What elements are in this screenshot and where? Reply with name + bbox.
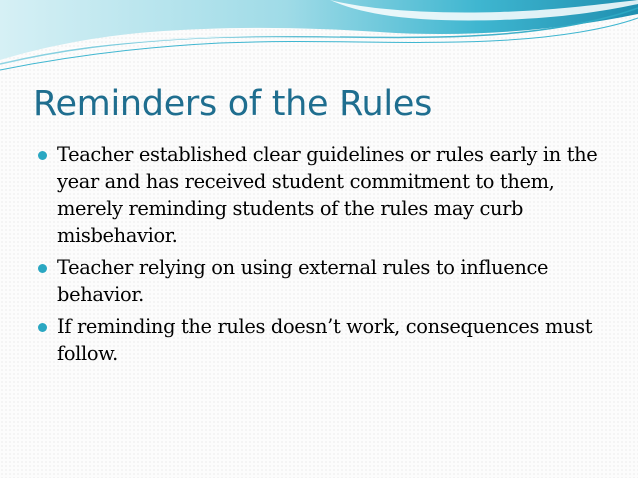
list-item	[38, 141, 598, 249]
bullet-dot-icon	[38, 264, 47, 273]
list-item	[38, 313, 598, 367]
bullet-text: Teacher relying on using external rules to influence behavior.	[57, 256, 549, 306]
bullet-dot-icon	[38, 323, 47, 332]
bullet-list	[38, 141, 598, 372]
bullet-text: If reminding the rules doesn’t work, consequences must follow.	[57, 315, 593, 365]
slide-title: Reminders of the Rules	[33, 84, 433, 124]
header-wave-decoration	[0, 0, 638, 80]
bullet-text: Teacher established clear guidelines or rules early in the year and has received student commitment to them, merely reminding students of the rules may curb misbehavior.	[57, 143, 598, 247]
list-item	[38, 254, 598, 308]
bullet-dot-icon	[38, 151, 47, 160]
